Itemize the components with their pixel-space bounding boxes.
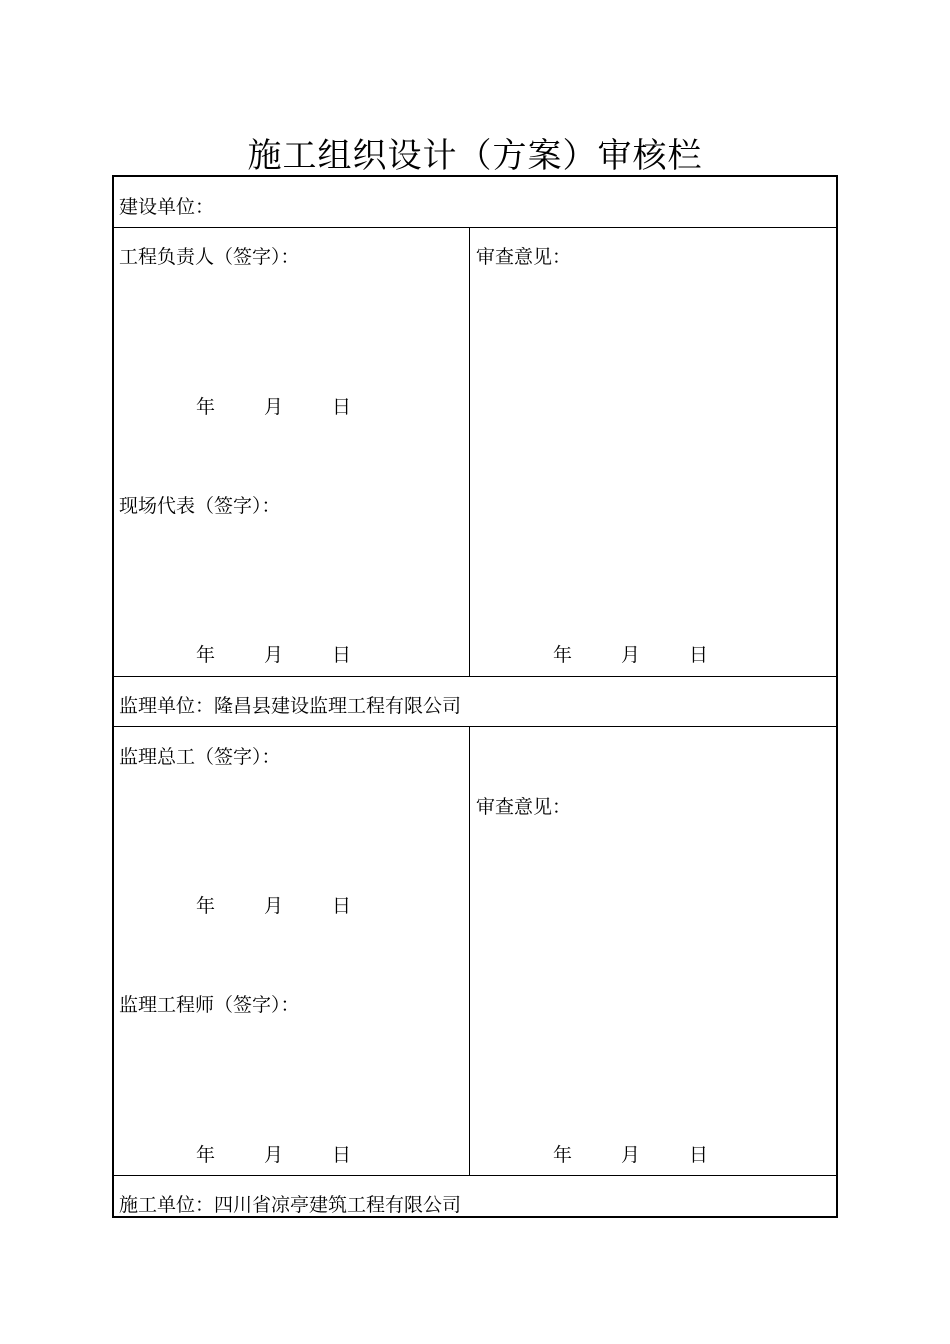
date-month: 月 — [621, 644, 641, 666]
date-month: 月 — [264, 1144, 284, 1166]
row-divider — [114, 726, 836, 727]
date-year: 年 — [196, 644, 216, 666]
date-day: 日 — [689, 1144, 709, 1166]
column-divider — [469, 227, 470, 676]
date-year: 年 — [553, 1144, 573, 1166]
date-month: 月 — [621, 1144, 641, 1166]
date-day: 日 — [689, 644, 709, 666]
construction-unit-label: 建设单位： — [119, 196, 215, 218]
project-manager-signature-label: 工程负责人（签字）： — [119, 246, 300, 268]
site-rep-signature-label: 现场代表（签字）： — [119, 495, 281, 517]
date-year: 年 — [553, 644, 573, 666]
date-year: 年 — [196, 396, 216, 418]
supervision-unit-label: 监理单位：隆昌县建设监理工程有限公司 — [119, 695, 462, 717]
contractor-unit-label: 施工单位：四川省凉亭建筑工程有限公司 — [119, 1194, 462, 1216]
date-month: 月 — [264, 895, 284, 917]
column-divider — [469, 726, 470, 1175]
supervising-engineer-signature-label: 监理工程师（签字）： — [119, 994, 300, 1016]
date-day: 日 — [332, 1144, 352, 1166]
row-divider — [114, 1175, 836, 1176]
date-year: 年 — [196, 895, 216, 917]
review-form-table — [112, 175, 838, 1218]
date-day: 日 — [332, 396, 352, 418]
date-month: 月 — [264, 396, 284, 418]
supervision-review-opinion-label: 审查意见： — [476, 796, 572, 818]
construction-review-opinion-label: 审查意见： — [476, 246, 572, 268]
row-divider — [114, 227, 836, 228]
date-month: 月 — [264, 644, 284, 666]
row-divider — [114, 676, 836, 677]
date-day: 日 — [332, 644, 352, 666]
page-title: 施工组织设计（方案）审核栏 — [247, 136, 703, 176]
date-day: 日 — [332, 895, 352, 917]
chief-supervisor-signature-label: 监理总工（签字）： — [119, 746, 281, 768]
date-year: 年 — [196, 1144, 216, 1166]
